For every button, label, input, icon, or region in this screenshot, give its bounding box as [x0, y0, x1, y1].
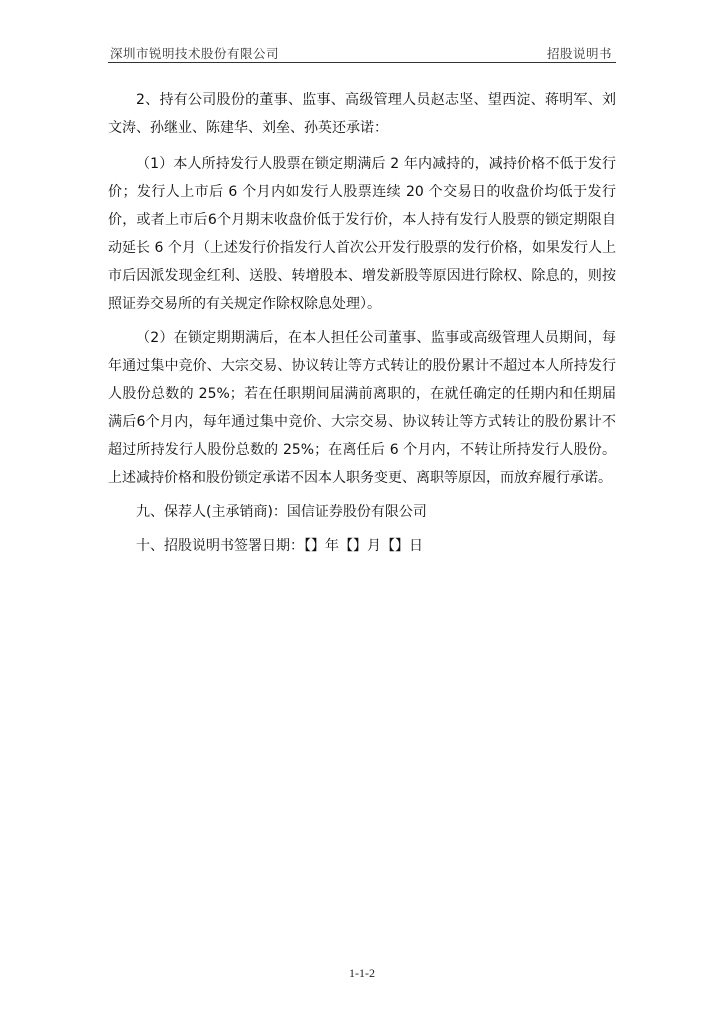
- paragraph-signing-date: 十、招股说明书签署日期：【】年【】月【】日: [136, 538, 423, 554]
- document-body: [108, 86, 616, 560]
- paragraph-director-commitment-intro: 2、持有公司股份的董事、监事、高级管理人员赵志坚、望西淀、蒋明军、刘文涛、孙继业、陈建华、刘垒、孙英还承诺：: [108, 92, 616, 136]
- paragraph-commitment-1: （1）本人所持发行人股票在锁定期满后 2 年内减持的，减持价格不低于发行价；发行人上市后 6 个月内如发行人股票连续 20 个交易日的收盘价均低于发行价，或者上市后6个月期末收盘价低于发行价，本人持有发行人股票的锁定期限自动延长 6 个月（上述发行价指发行人首次公开发行股票的发行价格，如果发行人上市后因派发现金红利、送股、转增股本、增发新股等原因进行除权、除息的，则按照证券交易所的有关规定作除权除息处理）。: [108, 156, 616, 312]
- header-company-name: 深圳市锐明技术股份有限公司: [110, 46, 280, 61]
- header-document-type: 招股说明书: [546, 46, 612, 61]
- page-number: 1-1-2: [349, 966, 375, 980]
- page-header: [108, 40, 616, 63]
- paragraph-commitment-2: （2）在锁定期期满后，在本人担任公司董事、监事或高级管理人员期间，每年通过集中竞价、大宗交易、协议转让等方式转让的股份累计不超过本人所持发行人股份总数的 25%；若在任职期间届满前离职的，在就任确定的任期内和任期届满后6个月内，每年通过集中竞价、大宗交易、协议转让等方式转让的股份累计不超过所持发行人股份总数的 25%；在离任后 6 个月内，不转让所持发行人股份。上述减持价格和股份锁定承诺不因本人职务变更、离职等原因，而放弃履行承诺。: [108, 330, 616, 486]
- paragraph-sponsor: 九、保荐人(主承销商)：国信证券股份有限公司: [136, 504, 427, 520]
